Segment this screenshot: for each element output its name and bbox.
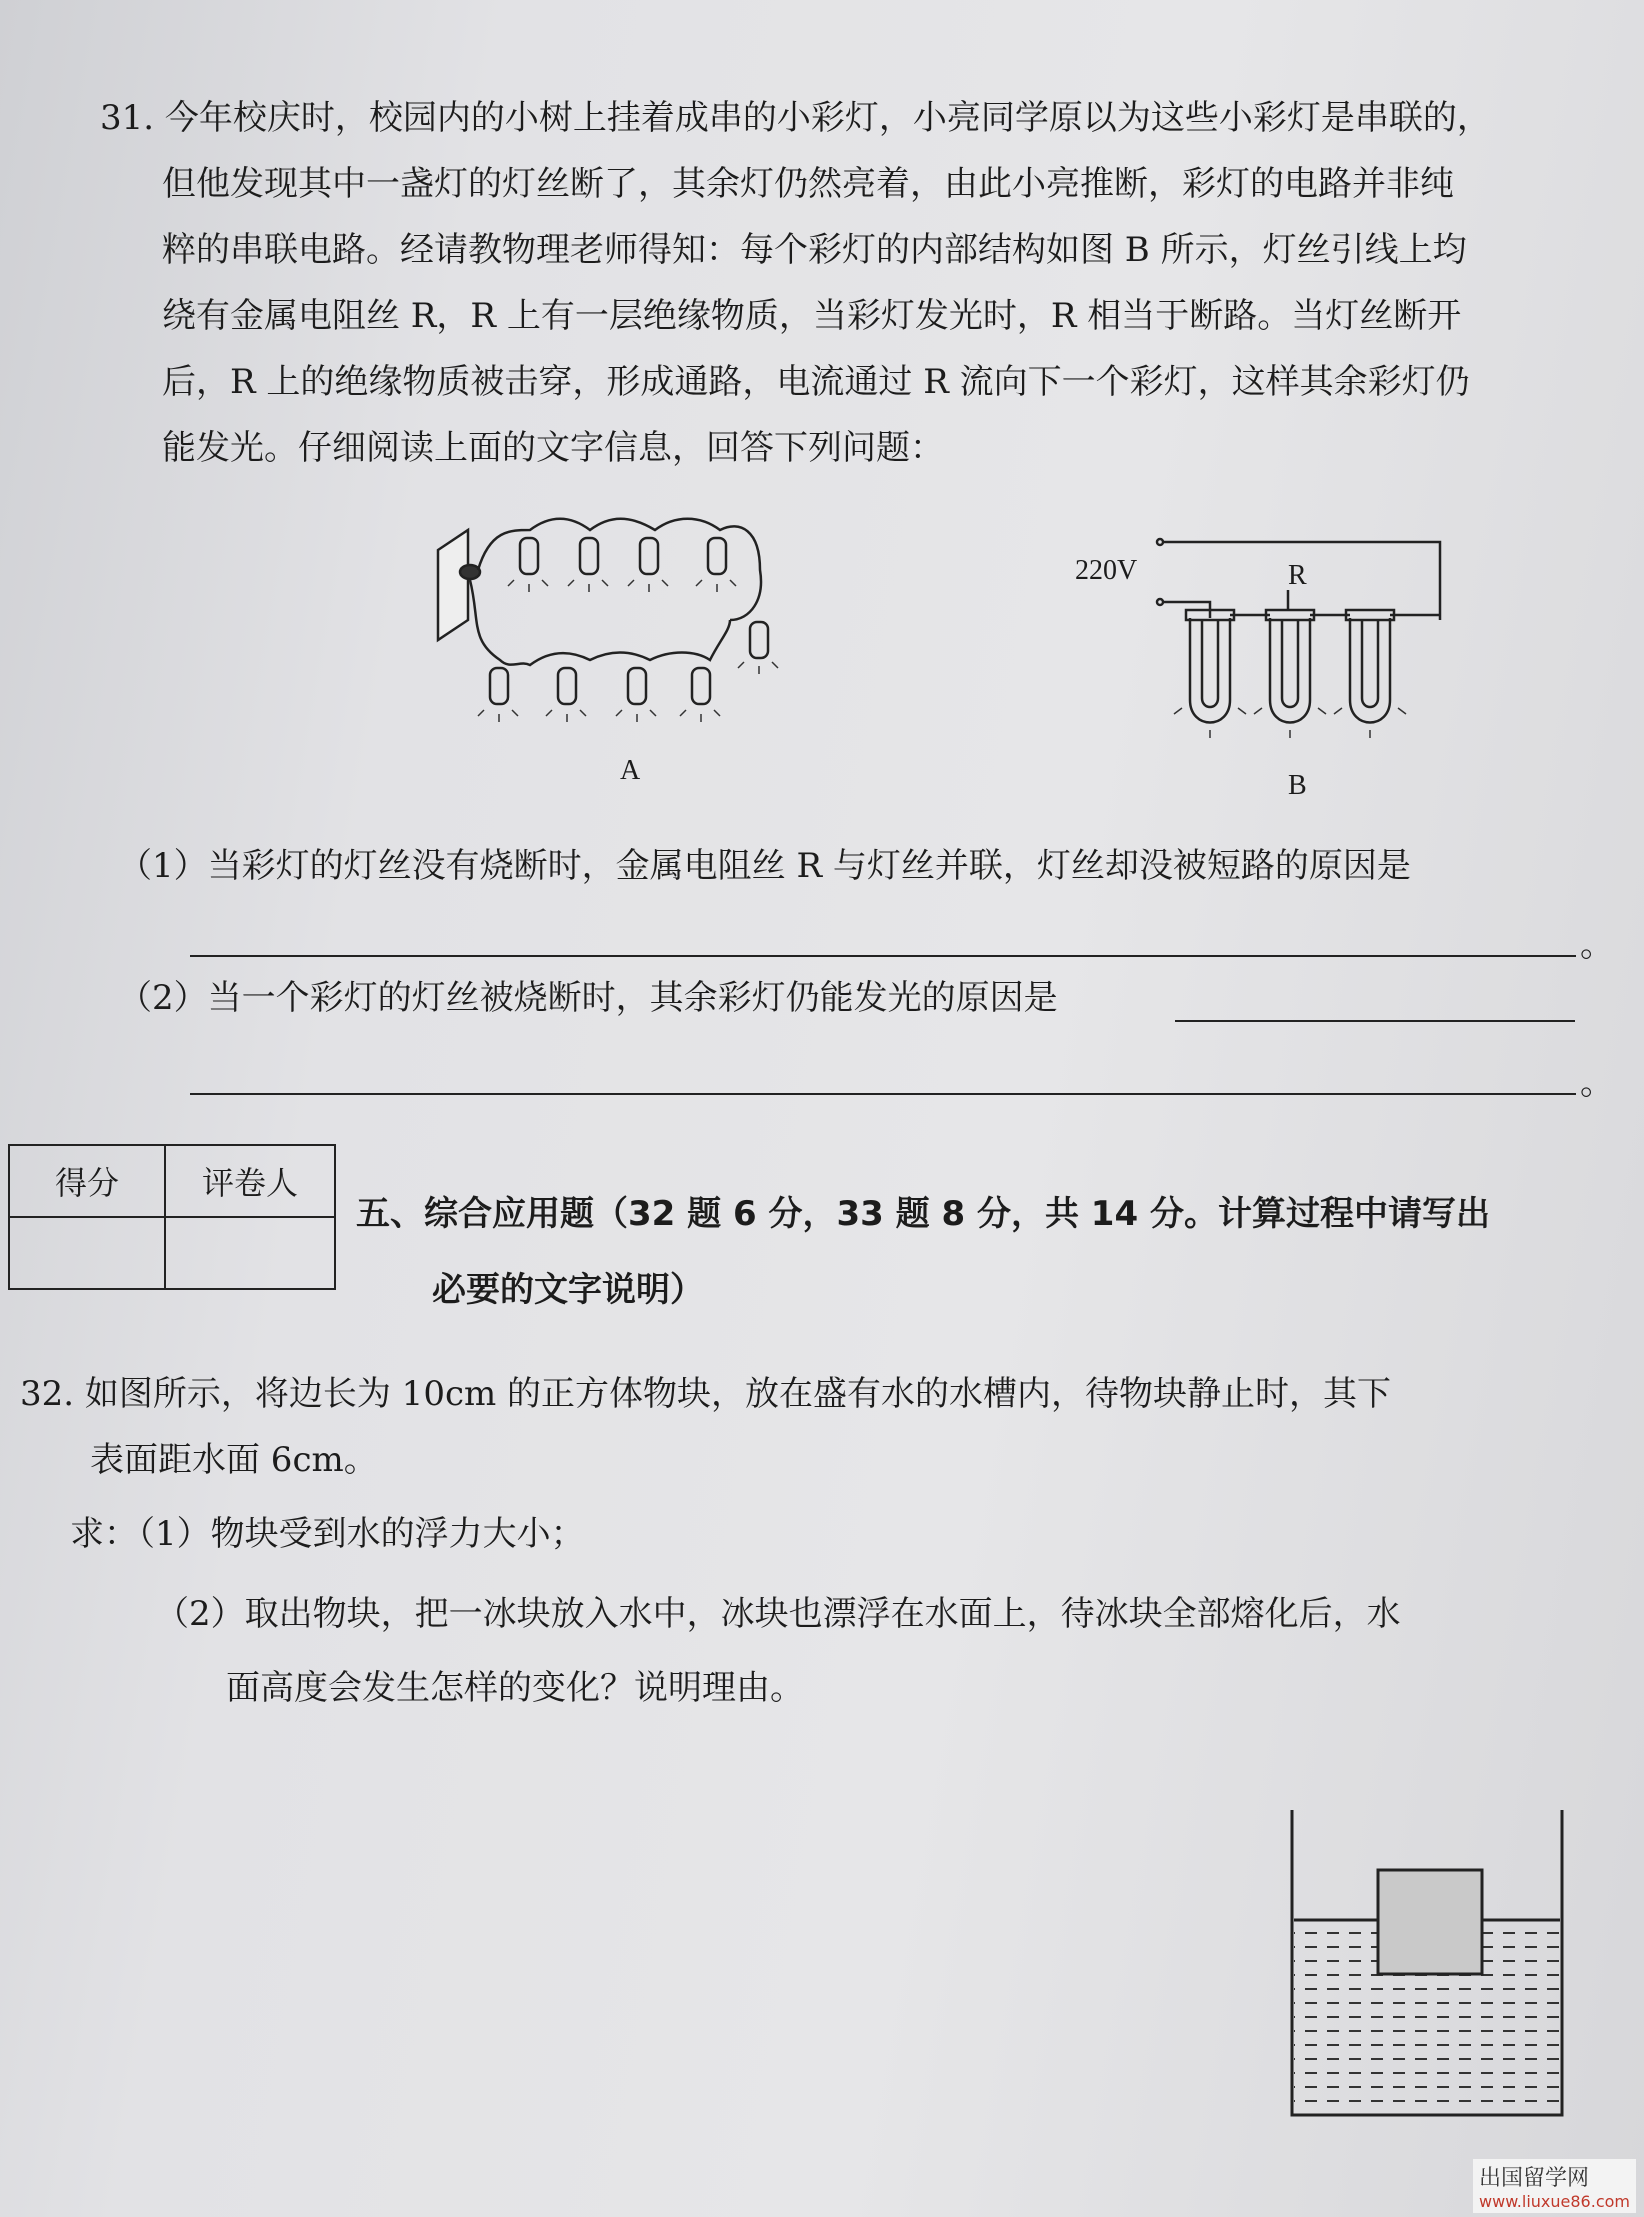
q31-sub1-answer-line[interactable] [190, 955, 1576, 957]
q32-ask-1: 求：（1）物块受到水的浮力大小； [70, 1514, 585, 1554]
q31-sub1: （1）当彩灯的灯丝没有烧断时，金属电阻丝 R 与灯丝并联，灯丝却没被短路的原因是 [118, 846, 1411, 886]
q31-line-6: 能发光。仔细阅读上面的文字信息，回答下列问题： [162, 428, 944, 468]
watermark-url: www.liuxue86.com [1479, 2192, 1630, 2211]
figure-b-voltage-label: 220V [1075, 555, 1138, 586]
q31-sub2-answer-line-2[interactable] [190, 1093, 1576, 1095]
q32-ask-2b: 面高度会发生怎样的变化？说明理由。 [226, 1668, 804, 1708]
site-watermark [1473, 2159, 1636, 2213]
score-table [8, 1144, 336, 1290]
water-tank-figure [1280, 1800, 1580, 2130]
q31-line-3: 粹的串联电路。经请教物理老师得知：每个彩灯的内部结构如图 B 所示，灯丝引线上均 [162, 230, 1467, 270]
figure-a-string-lights [430, 510, 810, 740]
q31-line-4: 绕有金属电阻丝 R，R 上有一层绝缘物质，当彩灯发光时，R 相当于断路。当灯丝断开 [162, 296, 1462, 336]
score-header: 得分 [9, 1145, 165, 1217]
q32-line-1: 32. 如图所示，将边长为 10cm 的正方体物块，放在盛有水的水槽内，待物块静止时，其下 [20, 1374, 1392, 1414]
q31-sub1-end: 。 [1580, 925, 1614, 965]
q32-line-2: 表面距水面 6cm。 [90, 1440, 378, 1480]
q32-ask-2a: （2）取出物块，把一冰块放入水中，冰块也漂浮在水面上，待冰块全部熔化后，水 [155, 1594, 1401, 1634]
grader-header: 评卷人 [165, 1145, 335, 1217]
section5-title-line-2: 必要的文字说明） [432, 1270, 704, 1310]
grader-cell[interactable] [165, 1217, 335, 1289]
section5-title-line-1: 五、综合应用题（32 题 6 分，33 题 8 分，共 14 分。计算过程中请写出 [356, 1194, 1490, 1234]
q31-line-1: 31. 今年校庆时，校园内的小树上挂着成串的小彩灯，小亮同学原以为这些小彩灯是串联的， [100, 98, 1491, 138]
score-cell[interactable] [9, 1217, 165, 1289]
q31-sub2-end: 。 [1580, 1063, 1614, 1103]
figure-a-label: A [620, 755, 641, 786]
q31-sub2-answer-line-1[interactable] [1175, 1020, 1575, 1022]
figure-b-label: B [1288, 770, 1307, 801]
q31-sub2: （2）当一个彩灯的灯丝被烧断时，其余彩灯仍能发光的原因是 [118, 978, 1058, 1018]
q31-line-2: 但他发现其中一盏灯的灯丝断了，其余灯仍然亮着，由此小亮推断，彩灯的电路并非纯 [162, 164, 1454, 204]
q31-line-5: 后，R 上的绝缘物质被击穿，形成通路，电流通过 R 流向下一个彩灯，这样其余彩灯仍 [162, 362, 1470, 402]
figure-b-resistor-label: R [1288, 560, 1307, 591]
watermark-name: 出国留学网 [1479, 2166, 1590, 2191]
